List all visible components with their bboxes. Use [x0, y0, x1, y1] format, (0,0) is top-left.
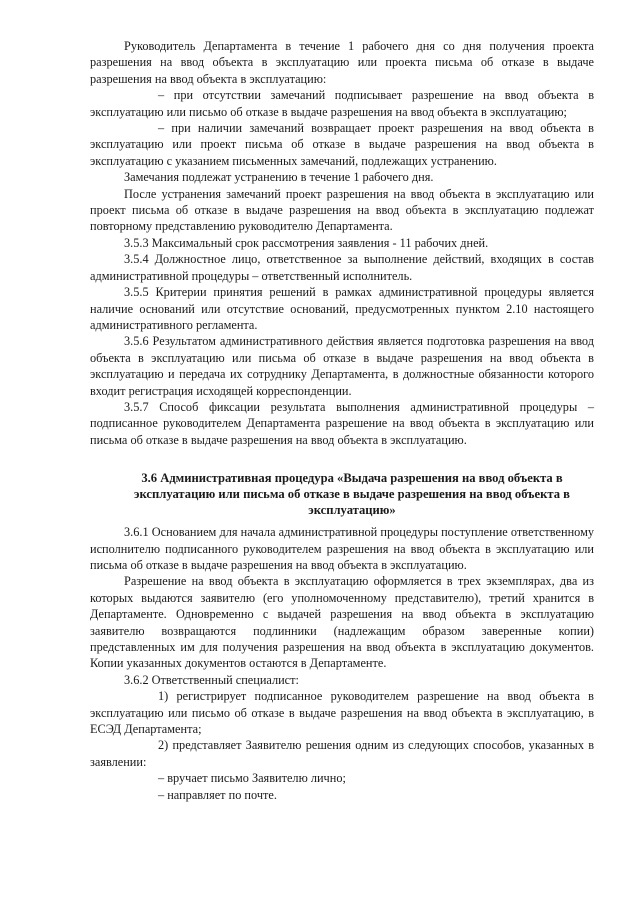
clause-3-6-1: 3.6.1 Основанием для начала административной процедуры поступление ответственному исполнителю подписанного руководителем разрешения на ввод объекта в эксплуатацию или письма об отказе в выдаче разрешения на ввод объекта в эксплуатацию.: [90, 525, 594, 572]
clause-3-5-6: 3.5.6 Результатом административного действия является подготовка разрешения на ввод объекта в эксплуатацию или письма об отказе в выдаче разрешения на ввод объекта в эксплуатацию и передача их сотруднику Департамента, в должностные обязанности которого входит регистрация исходящей корреспонденции.: [90, 334, 594, 398]
clause-3-5-4: 3.5.4 Должностное лицо, ответственное за выполнение действий, входящих в состав административной процедуры – ответственный исполнитель.: [90, 252, 594, 283]
list-item-sends-by-mail: – направляет по почте.: [158, 787, 277, 802]
list-item-hands-over: – вручает письмо Заявителю лично;: [158, 771, 346, 786]
section-3-5-continuation: [90, 38, 594, 448]
list-item-registers: 1) регистрирует подписанное руководителем разрешение на ввод объекта в эксплуатацию или письмо об отказе в выдаче разрешения на ввод объекта в эксплуатацию, в ЕСЭД Департамента;: [90, 689, 594, 737]
paragraph-remarks-deadline: Замечания подлежат устранению в течение 1 рабочего дня.: [124, 170, 434, 185]
section-3-6: [90, 524, 594, 803]
paragraph-after-remarks: После устранения замечаний проект разрешения на ввод объекта в эксплуатацию или проект письма об отказе в выдаче разрешения на ввод объекта в эксплуатацию подлежат повторному представлению руководителю Департамента.: [90, 186, 594, 234]
clause-3-5-5: 3.5.5 Критерии принятия решений в рамках административной процедуры является наличие оснований или отсутствие оснований, предусмотренных пунктом 2.10 настоящего административного регламента.: [90, 285, 594, 332]
paragraph-head-review: Руководитель Департамента в течение 1 рабочего дня со дня получения проекта разрешения на ввод объекта в эксплуатацию или проекта письма об отказе в выдаче разрешения на ввод объекта в эксплуатацию:: [90, 39, 594, 86]
clause-3-5-3: 3.5.3 Максимальный срок рассмотрения заявления - 11 рабочих дней.: [124, 235, 489, 250]
clause-3-6-2: 3.6.2 Ответственный специалист:: [124, 672, 299, 687]
list-item-presents: 2) представляет Заявителю решения одним из следующих способов, указанных в заявлении:: [90, 738, 594, 769]
list-item-no-remarks: – при отсутствии замечаний подписывает разрешение на ввод объекта в эксплуатацию или письмо об отказе в выдаче разрешения на ввод объекта в эксплуатацию;: [90, 88, 594, 119]
clause-3-5-7: 3.5.7 Способ фиксации результата выполнения административной процедуры – подписанное руководителем Департамента разрешение на ввод объекта в эксплуатацию или письма об отказе в выдаче разрешения на ввод объекта в эксплуатацию.: [90, 399, 594, 447]
list-item-with-remarks: – при наличии замечаний возвращает проект разрешения на ввод объекта в эксплуатацию или проект письма об отказе в выдаче разрешения на ввод объекта в эксплуатацию с указанием письменных замечаний, подлежащих устранению.: [90, 121, 594, 168]
section-heading-3-6: 3.6 Административная процедура «Выдача разрешения на ввод объекта в эксплуатацию или письма об отказе в выдаче разрешения на ввод объекта в эксплуатацию»: [134, 471, 570, 518]
paragraph-three-copies: Разрешение на ввод объекта в эксплуатацию оформляется в трех экземплярах, два из которых выдаются заявителю (его уполномоченному представителю), третий хранится в Департаменте. Одновременно с выдачей разрешения на ввод объекта в эксплуатацию заявителю возвращаются подлинники (надлежащим образом заверенные копии) представленных им для получения разрешения на ввод объекта в эксплуатацию документов. Копии указанных документов остаются в Департаменте.: [90, 574, 594, 671]
